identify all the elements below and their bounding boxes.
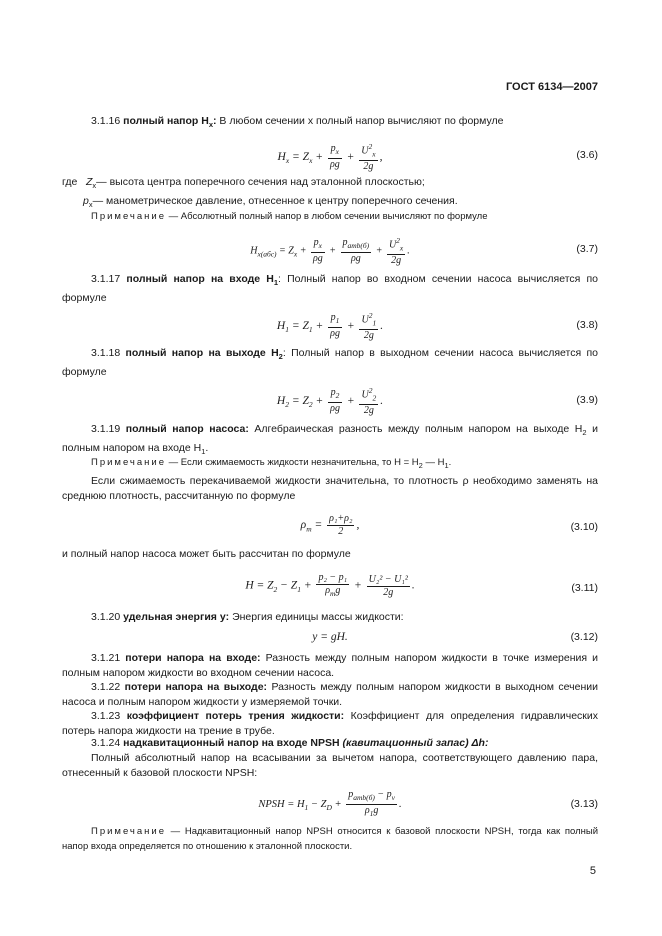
formula-plus: + bbox=[334, 798, 342, 810]
fraction-2 bbox=[367, 574, 410, 599]
section-number: 3.1.16 bbox=[91, 115, 121, 127]
formula-end: , bbox=[356, 519, 360, 532]
formula-end: . bbox=[407, 245, 410, 257]
numerator-mid: − p bbox=[374, 789, 392, 800]
section-3-1-21 bbox=[62, 651, 598, 680]
denominator-end: g bbox=[373, 805, 379, 816]
formula-3-11 bbox=[62, 572, 598, 600]
fraction-numerator: p bbox=[348, 789, 354, 800]
note-text: — Если сжимаемость жидкости незначительна, то H = H bbox=[166, 457, 419, 468]
formula-z-sub: 1 bbox=[308, 325, 313, 335]
fraction-denominator: ρg bbox=[330, 328, 340, 340]
section-3-1-19 bbox=[62, 422, 598, 459]
term: удельная энергия y: bbox=[123, 611, 230, 623]
numerator-sub: 2 bbox=[372, 393, 377, 403]
formula-3-9 bbox=[62, 385, 598, 417]
denominator-sub: m bbox=[330, 589, 336, 598]
fraction-numerator: p bbox=[342, 237, 348, 249]
denominator-end: g bbox=[335, 585, 341, 596]
fraction-1 bbox=[328, 143, 342, 171]
section-text: и полным напором на входе H bbox=[62, 423, 599, 454]
section-text: : Полный напор во входном сечении насоса вычисляется по формуле bbox=[62, 273, 599, 304]
section-text: Алгебраическая разность между полным напором на выходе H bbox=[248, 423, 583, 435]
formula-lhs: ρ bbox=[300, 519, 307, 532]
note-text: — Надкавитационный напор NPSH относится к базовой плоскости NPSH, тогда как полный напор входа определяется по отношению к эталонной плоскости. bbox=[62, 826, 598, 852]
section-number: 3.1.21 bbox=[91, 652, 121, 664]
term: потери напора на входе: bbox=[125, 652, 261, 664]
numerator-sub: amb(б) bbox=[353, 793, 375, 802]
fraction-2 bbox=[359, 385, 378, 417]
note-label: Примечание bbox=[91, 826, 166, 837]
term: надкавитационный напор на входе NPSH bbox=[123, 737, 340, 749]
fraction-numerator: p bbox=[330, 387, 336, 399]
definition-symbol bbox=[86, 175, 96, 194]
section-text: В любом сечении x полный напор вычисляют по формуле bbox=[216, 115, 504, 127]
formula-lhs: NPSH bbox=[258, 798, 285, 810]
numerator-sup: 2 bbox=[368, 142, 373, 151]
term: коэффициент потерь трения жидкости: bbox=[126, 710, 345, 722]
note-text: . bbox=[448, 457, 452, 468]
section-text: . bbox=[205, 441, 209, 454]
formula-3-12: y = gH. bbox=[312, 631, 348, 643]
formula-3-13 bbox=[62, 789, 598, 820]
fraction-numerator: U₂² − U₁² bbox=[368, 573, 408, 585]
formula-plus: + bbox=[346, 150, 355, 163]
formula-plus: + bbox=[354, 579, 362, 592]
term: полный напор H bbox=[123, 115, 209, 127]
section-number: 3.1.22 bbox=[91, 681, 121, 693]
formula-plus: + bbox=[315, 150, 324, 163]
formula-3-6 bbox=[62, 141, 598, 173]
definition-text: — манометрическое давление, отнесенное к центру поперечного сечения. bbox=[92, 194, 458, 207]
fraction-3 bbox=[387, 235, 405, 267]
section-number: 3.1.19 bbox=[91, 423, 121, 435]
formula-lhs: H bbox=[277, 150, 286, 163]
fraction-1 bbox=[316, 572, 349, 600]
term: потери напора на выходе: bbox=[124, 681, 268, 693]
fraction-numerator: U bbox=[361, 389, 369, 401]
symbol-sub: x bbox=[88, 199, 93, 209]
fraction-denominator: 2 bbox=[338, 526, 344, 537]
numerator-sub: v bbox=[391, 793, 396, 802]
section-text: Разность между полным напором жидкости в выходном сечении насоса и полным напором жидкости у измеряемой точки. bbox=[62, 681, 599, 708]
text-sub: 2 bbox=[418, 460, 423, 470]
formula-plus: + bbox=[329, 245, 336, 257]
symbol: Z bbox=[86, 176, 93, 188]
numerator-sup: 2 bbox=[368, 311, 373, 320]
fraction-1 bbox=[328, 312, 342, 340]
term-subscript: 1 bbox=[273, 278, 279, 288]
paragraph-pump-head: и полный напор насоса может быть рассчитан по формуле bbox=[62, 548, 351, 560]
term-subscript: 2 bbox=[278, 352, 283, 362]
term-colon: : bbox=[213, 115, 217, 127]
numerator-sub: x bbox=[399, 243, 404, 253]
definition-row bbox=[62, 175, 598, 194]
fraction-denominator bbox=[316, 585, 349, 600]
fraction-denominator bbox=[346, 805, 397, 820]
numerator-sub: 1 bbox=[335, 316, 340, 326]
formula-number: (3.7) bbox=[576, 243, 598, 255]
fraction-numerator: p₂ − p₁ bbox=[318, 572, 348, 583]
formula-3-8 bbox=[62, 310, 598, 342]
denominator-sub: 1 bbox=[369, 809, 374, 818]
formula-3-10 bbox=[62, 513, 598, 538]
paragraph-npsh: Полный абсолютный напор на всасывании за вычетом напора, соответствующего давлению пара, отнесенный к базовой плоскости NPSH: bbox=[62, 752, 598, 779]
numerator-sub: amb(б) bbox=[347, 241, 370, 251]
fraction-denominator: 2g bbox=[363, 161, 374, 173]
formula-lhs: H = Z bbox=[245, 579, 274, 592]
fraction-numerator: U bbox=[361, 145, 369, 157]
term: полный напор на входе H bbox=[126, 273, 274, 285]
section-text: Коэффициент для определения гидравлических потерь напора жидкости на трение в трубе. bbox=[62, 710, 598, 737]
formula-lhs-sub: 2 bbox=[285, 400, 289, 410]
numerator-sub: x bbox=[372, 149, 376, 159]
section-3-1-17 bbox=[62, 272, 598, 305]
formula-eq: = Z bbox=[288, 394, 309, 407]
symbol: p bbox=[83, 194, 89, 207]
fraction-numerator: p bbox=[330, 312, 336, 324]
formula-plus: + bbox=[303, 579, 312, 592]
section-number: 3.1.18 bbox=[91, 347, 121, 359]
formula-plus: + bbox=[375, 245, 383, 257]
paragraph-compressibility: Если сжимаемость перекачиваемой жидкости значительна, то плотность ρ необходимо заменять на среднюю плотность, рассчитанную по формуле bbox=[62, 475, 598, 502]
formula-eq: = Z bbox=[276, 245, 294, 257]
section-number: 3.1.23 bbox=[91, 710, 121, 722]
formula-plus: + bbox=[346, 319, 355, 332]
fraction-denominator: 2g bbox=[383, 586, 394, 598]
fraction-denominator: 2g bbox=[363, 330, 374, 342]
formula-eq: = H bbox=[284, 798, 305, 810]
section-3-1-22 bbox=[62, 680, 598, 709]
definitions-intro: где bbox=[62, 176, 78, 188]
page-number: 5 bbox=[589, 865, 596, 877]
standard-header: ГОСТ 6134—2007 bbox=[505, 81, 598, 93]
note-2 bbox=[62, 456, 598, 473]
numerator-sup: 2 bbox=[368, 386, 373, 395]
section-text: Разность между полным напором жидкости в точке измерения и полным напором жидкости во входном сечении насоса. bbox=[62, 652, 598, 679]
formula-end: . bbox=[411, 579, 415, 592]
formula-lhs: H bbox=[276, 319, 286, 332]
formula-number: (3.12) bbox=[570, 631, 598, 643]
formula-lhs-sub: m bbox=[306, 524, 312, 534]
numerator-sub: 2 bbox=[335, 391, 340, 401]
fraction-2 bbox=[359, 141, 377, 173]
formula-lhs-sub: x(абс) bbox=[257, 249, 277, 259]
section-3-1-20 bbox=[62, 610, 598, 625]
formula-end: , bbox=[379, 150, 383, 163]
fraction-2 bbox=[359, 310, 378, 342]
fraction-numerator: U bbox=[388, 239, 397, 251]
formula-plus: + bbox=[315, 394, 324, 407]
text-sub: 2 bbox=[582, 428, 587, 438]
denominator-main: ρ bbox=[325, 585, 330, 596]
fraction-denominator: ρg bbox=[350, 253, 361, 265]
numerator-sub: x bbox=[318, 241, 323, 251]
formula-plus: + bbox=[346, 394, 355, 407]
section-number: 3.1.24 bbox=[91, 737, 121, 749]
fraction-numerator: U bbox=[361, 314, 369, 326]
fraction-1 bbox=[328, 387, 342, 415]
term: полный напор на выходе H bbox=[125, 347, 279, 359]
fraction-denominator: ρg bbox=[312, 253, 323, 265]
formula-sub: D bbox=[326, 803, 332, 812]
definitions-list bbox=[62, 175, 598, 212]
formula-z-sub: x bbox=[309, 156, 313, 166]
fraction-numerator: p bbox=[330, 143, 336, 155]
term-alt: (кавитационный запас) Δh: bbox=[339, 737, 489, 749]
note-text: — Абсолютный полный напор в любом сечении вычисляют по формуле bbox=[166, 211, 488, 222]
formula-sub: 1 bbox=[304, 803, 309, 812]
section-3-1-16 bbox=[62, 114, 598, 133]
formula-lhs: H bbox=[250, 245, 258, 257]
section-3-1-23 bbox=[62, 709, 598, 738]
formula-number: (3.9) bbox=[576, 394, 598, 406]
section-text: : Полный напор в выходном сечении насоса вычисляется по формуле bbox=[62, 347, 598, 378]
formula-sub: 2 bbox=[273, 584, 278, 594]
formula-number: (3.11) bbox=[571, 582, 598, 594]
formula-lhs-sub: x bbox=[285, 156, 290, 166]
definition-text: — высота центра поперечного сечения над эталонной плоскостью; bbox=[96, 176, 425, 188]
formula-number: (3.6) bbox=[576, 149, 598, 161]
formula-plus: + bbox=[299, 245, 307, 257]
formula-lhs-sub: 1 bbox=[285, 325, 289, 335]
formula-eq: = Z bbox=[289, 150, 310, 163]
formula-end: . bbox=[380, 394, 384, 407]
section-number: 3.1.20 bbox=[91, 611, 121, 623]
section-text: Энергия единицы массы жидкости: bbox=[229, 611, 404, 623]
formula-end: . bbox=[399, 798, 402, 810]
fraction-2 bbox=[341, 237, 372, 265]
text-sub: 1 bbox=[444, 460, 449, 470]
fraction-denominator: 2g bbox=[363, 405, 374, 417]
fraction-numerator: p bbox=[313, 237, 319, 249]
note-1 bbox=[62, 210, 598, 225]
formula-3-7 bbox=[62, 235, 598, 267]
formula-minus: − Z bbox=[277, 579, 298, 592]
formula-lhs: H bbox=[276, 394, 286, 407]
formula-end: . bbox=[380, 319, 384, 332]
term: полный напор насоса: bbox=[125, 423, 249, 435]
formula-sub: 1 bbox=[297, 584, 301, 594]
term-subscript: x bbox=[208, 120, 213, 130]
fraction-1 bbox=[311, 237, 325, 265]
formula-number: (3.10) bbox=[570, 521, 598, 533]
formula-z-sub: x bbox=[293, 249, 298, 259]
section-3-1-18 bbox=[62, 346, 598, 379]
numerator-sub: 1 bbox=[372, 318, 377, 328]
symbol-sub: x bbox=[92, 181, 97, 191]
denominator-main: ρ bbox=[364, 805, 370, 816]
section-number: 3.1.17 bbox=[91, 273, 121, 285]
fraction-denominator: ρg bbox=[330, 403, 340, 415]
fraction-1 bbox=[346, 789, 397, 820]
section-3-1-24 bbox=[62, 736, 598, 751]
note-label: Примечание bbox=[91, 211, 166, 222]
fraction-1 bbox=[327, 513, 354, 538]
text-sub: 1 bbox=[201, 446, 206, 456]
formula-minus: − Z bbox=[308, 798, 327, 810]
note-3 bbox=[62, 825, 598, 854]
numerator-sup: 2 bbox=[396, 236, 400, 245]
fraction-numerator: ρ₁+ρ₂ bbox=[329, 513, 353, 524]
formula-number: (3.8) bbox=[576, 319, 598, 331]
formula-plus: + bbox=[315, 319, 324, 332]
fraction-denominator: 2g bbox=[391, 255, 402, 267]
formula-number: (3.13) bbox=[570, 798, 598, 810]
formula-eq: = bbox=[311, 519, 326, 532]
note-label: Примечание bbox=[91, 457, 166, 468]
numerator-sub: x bbox=[335, 147, 340, 157]
formula-z-sub: 2 bbox=[308, 400, 313, 410]
note-text: — H bbox=[422, 457, 445, 468]
formula-eq: = Z bbox=[288, 319, 309, 332]
fraction-denominator: ρg bbox=[329, 159, 340, 171]
